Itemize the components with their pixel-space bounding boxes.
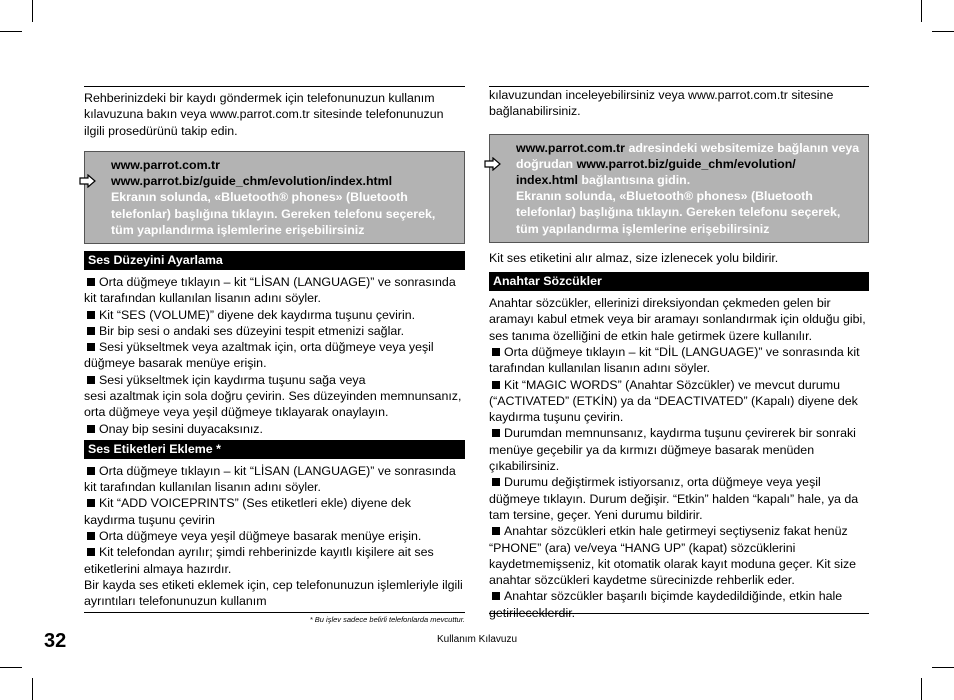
note-text: Ekranın solunda, «Bluetooth® phones» (Bluetooth telefonlar) başlığına tıklayın. Gereken telefonu seçerek, tüm yapılandırma işlemlerine erişebilirsiniz — [111, 190, 436, 237]
bullet-item: Orta düğmeye tıklayın – kit “DİL (LANGUAGE)” ve sonrasında kit tarafından kullanılan lisanın adını söyler. — [489, 344, 869, 377]
bullet-item: Kit “ADD VOICEPRINTS” (Ses etiketleri ekle) diyene dek kaydırma tuşunu çevirin — [84, 495, 465, 528]
footnote: * Bu işlev sadece belirli telefonlarda mevcuttur. — [84, 612, 465, 624]
bullet-item: Kit telefondan ayrılır; şimdi rehberinizde kayıtlı kişilere ait ses etiketlerini almaya hazırdır. — [84, 544, 465, 577]
bullet-item: Durumdan memnunsanız, kaydırma tuşunu çevirerek bir sonraki menüye geçebilir ya da kırmızı düğmeye basarak menüden çıkabilirsiniz. — [489, 425, 869, 474]
bullet-item: Orta düğmeye veya yeşil düğmeye basarak menüye erişin. — [84, 528, 465, 544]
section-heading-volume: Ses Düzeyini Ayarlama — [84, 251, 465, 270]
crop-mark — [0, 31, 22, 32]
bullet-item: Kit “SES (VOLUME)” diyene dek kaydırma tuşunu çevirin. — [84, 307, 465, 323]
bullet-item: Bir bip sesi o andaki ses düzeyini tespit etmenizi sağlar. — [84, 323, 465, 339]
bullet-item: Anahtar sözcükleri etkin hale getirmeyi seçtiyseniz fakat henüz “PHONE” (ara) ve/veya “HANG UP” (kapat) sözcüklerini kaydetmemişseniz, kit otomatik olarak kayıt moduna geçer. Kit size anahtar sözcükleri kaydetme sürecinizde rehberlik eder. — [489, 523, 869, 588]
bullet-item: Orta düğmeye tıklayın – kit “LİSAN (LANGUAGE)” ve sonrasında kit tarafından kullanılan lisanın adını söyler. — [84, 463, 465, 496]
note-link-site[interactable]: www.parrot.com.tr — [111, 157, 221, 172]
bullet-item: Anahtar sözcükler başarılı biçimde kaydedildiğinde, etkin hale getirileceklerdir. — [489, 588, 869, 621]
arrow-right-icon — [79, 174, 97, 188]
guide-label: Kullanım Kılavuzu — [436, 634, 518, 645]
note-link-guide[interactable]: www.parrot.biz/guide_chm/evolution/ index.html — [516, 156, 796, 187]
crop-mark — [921, 0, 922, 22]
info-note — [84, 151, 465, 244]
note-text: adresindeki websitemize bağlanın veya doğrudan — [516, 140, 860, 171]
after-note-paragraph: Kit ses etiketini alır almaz, size izlenecek yolu bildirir. — [489, 250, 779, 265]
column-end-rule — [489, 613, 869, 614]
note-link-site[interactable]: www.parrot.com.tr — [516, 140, 626, 155]
paragraph: Bir kayda ses etiketi eklemek için, cep telefonunuzun işlemleriyle ilgili ayrıntıları telefonunuzun kullanım — [84, 577, 463, 609]
arrow-right-icon — [484, 157, 502, 171]
right-column — [489, 86, 869, 621]
info-note — [489, 134, 869, 243]
bullet-item: Orta düğmeye tıklayın – kit “LİSAN (LANGUAGE)” ve sonrasında kit tarafından kullanılan lisanın adını söyler. — [84, 274, 465, 307]
bullet-item: Sesi yükseltmek için kaydırma tuşunu sağa veya — [84, 372, 465, 388]
crop-mark — [921, 678, 922, 700]
crop-mark — [0, 667, 22, 668]
section-body-magic-words — [489, 295, 869, 621]
bullet-item: Durumu değiştirmek istiyorsanız, orta düğmeye veya yeşil düğmeye tıklayın. Durum değişir. “Etkin” halden “kapalı” hale, ya da tam tersine, geçer. Yeni durumu bildirir. — [489, 474, 869, 523]
note-text: bağlantısına gidin. — [577, 173, 691, 187]
paragraph: sesi azaltmak için sola doğru çevirin. Ses düzeyinden memnunsanız, orta düğmeye veya yeşil düğmeye tıklayarak onaylayın. — [84, 388, 462, 420]
crop-mark — [932, 31, 954, 32]
bullet-item: Sesi yükseltmek veya azaltmak için, orta düğmeye veya yeşil düğmeye basarak menüye erişin. — [84, 339, 465, 372]
right-intro — [489, 86, 869, 120]
section-heading-magic-words: Anahtar Sözcükler — [489, 272, 869, 291]
section-body-voiceprints — [84, 463, 465, 610]
note-text: Ekranın solunda, «Bluetooth® phones» (Bluetooth telefonlar) başlığına tıklayın. Gereken telefonu seçerek, tüm yapılandırma işlemlerine erişebilirsiniz — [516, 189, 841, 236]
crop-mark — [32, 678, 33, 700]
section-body-volume — [84, 274, 465, 437]
section-heading-voiceprints: Ses Etiketleri Ekleme * — [84, 440, 465, 459]
crop-mark — [32, 0, 33, 22]
bullet-item: Onay bip sesini duyacaksınız. — [84, 421, 465, 437]
intro-paragraph: Rehberinizdeki bir kaydı göndermek için telefonunuzun kullanım kılavuzuna bakın veya www.parrot.com.tr sitesinde telefonunuzun ilgili prosedürünü takip edin. — [84, 91, 444, 138]
intro-paragraph: kılavuzundan inceleyebilirsiniz veya www.parrot.com.tr sitesine bağlanabilirsiniz. — [489, 88, 834, 119]
bullet-item: Kit “MAGIC WORDS” (Anahtar Sözcükler) ve mevcut durumu (“ACTIVATED” (ETKİN) ya da “DEACTIVATED” (Kapalı) diyene dek kaydırma tuşunu çevirin. — [489, 377, 869, 426]
page-number: 32 — [44, 630, 67, 652]
left-intro — [84, 86, 465, 139]
crop-mark — [932, 667, 954, 668]
paragraph: Anahtar sözcükler, ellerinizi direksiyondan çekmeden gelen bir aramayı kabul etmek veya bir aramayı sonlandırmak için olduğu gibi, ses tanıma özelliğini de etkin hale getirmek üzere kullanılır. — [489, 296, 866, 343]
left-column — [84, 86, 465, 610]
note-link-guide[interactable]: www.parrot.biz/guide_chm/evolution/index.html — [111, 174, 393, 189]
